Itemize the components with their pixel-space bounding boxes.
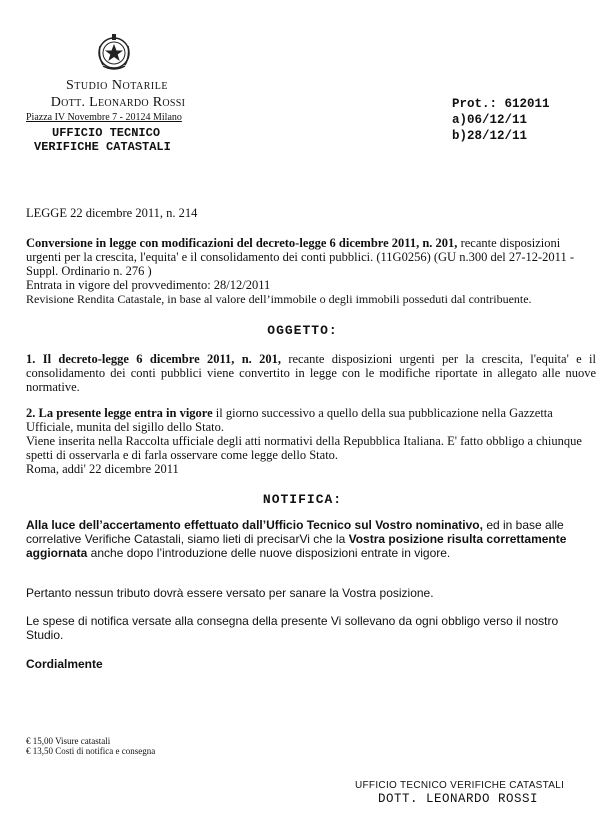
fee-line-1: € 15,00 Visure catastali — [26, 736, 111, 746]
notifica-p1-bold-c: Vostra posizione risulta correttamente aggiornata — [26, 532, 567, 560]
studio-name: Studio Notarile — [66, 78, 168, 93]
notifica-p1-rest-d: anche dopo l’introduzione delle nuove disposizioni entrate in vigore. — [87, 546, 451, 560]
fee-line-2: € 13,50 Costi di notifica e consegna — [26, 746, 156, 756]
notifica-paragraph-1 — [26, 518, 596, 560]
protocol-date-a: a)06/12/11 — [452, 113, 528, 127]
office-line-1: UFFICIO TECNICO — [52, 126, 161, 140]
law-effective: Entrata in vigore del provvedimento: 28/12/2011 — [26, 278, 271, 292]
law-revision: Revisione Rendita Catastale, in base al valore dell’immobile o degli immobili posseduti dal contribuente. — [26, 292, 532, 306]
protocol-block — [452, 96, 550, 144]
oggetto-point-1-rest: recante disposizioni urgenti per la crescita, l'equita' e il consolidamento dei conti pubblici viene convertito in legge con le modifiche riportate in allegato alle nuove normative. — [26, 352, 596, 394]
protocol-number: Prot.: 612011 — [452, 97, 550, 111]
notifica-paragraph-3: Le spese di notifica versate alla consegna della presente Vi sollevano da ogni obbligo verso il nostro Studio. — [26, 614, 559, 642]
notary-name: Dott. Leonardo Rossi — [50, 95, 186, 110]
closing-salutation: Cordialmente — [26, 657, 103, 671]
notifica-paragraph-2: Pertanto nessun tributo dovrà essere versato per sanare la Vostra posizione. — [26, 586, 434, 600]
oggetto-point-2 — [26, 406, 596, 434]
oggetto-heading: OGGETTO: — [267, 323, 338, 338]
law-conversion-rest: recante disposizioni urgenti per la crescita, l'equita' e il consolidamento dei conti pubblici. (11G0256) (GU n.300 del 27-12-2011 - Suppl. Ordinario n. 276 ) — [26, 236, 574, 278]
signature-name: DOTT. LEONARDO ROSSI — [378, 792, 539, 806]
oggetto-point-2-bold: 2. La presente legge entra in vigore — [26, 406, 213, 420]
oggetto-point-1-bold: 1. Il decreto-legge 6 dicembre 2011, n. 201, — [26, 352, 282, 366]
signature-office: UFFICIO TECNICO VERIFICHE CATASTALI — [355, 780, 565, 791]
notifica-p1-bold-a: Alla luce dell’accertamento effettuato dall’Ufficio Tecnico sul Vostro nominativo, — [26, 518, 483, 532]
oggetto-place-date: Roma, addi' 22 dicembre 2011 — [26, 462, 179, 476]
office-line-2: VERIFICHE CATASTALI — [34, 140, 171, 154]
law-title: LEGGE 22 dicembre 2011, n. 214 — [26, 206, 198, 220]
protocol-date-b: b)28/12/11 — [452, 129, 528, 143]
notifica-p1-rest-b: ed in base alle correlative Verifiche Catastali, siamo lieti di precisarVi che la — [26, 518, 564, 546]
oggetto-point-2-rest: il giorno successivo a quello della sua pubblicazione nella Gazzetta Ufficiale, munita del sigillo dello Stato. — [26, 406, 553, 434]
oggetto-point-1 — [26, 352, 596, 394]
studio-address: Piazza IV Novembre 7 - 20124 Milano — [26, 112, 182, 123]
law-conversion-bold: Conversione in legge con modificazioni del decreto-legge 6 dicembre 2011, n. 201, — [26, 236, 458, 250]
italian-republic-emblem-icon — [95, 32, 133, 72]
notifica-heading: NOTIFICA: — [262, 492, 343, 507]
law-conversion — [26, 236, 596, 278]
oggetto-point-3: Viene inserita nella Raccolta ufficiale degli atti normativi della Repubblica Italiana. E' fatto obbligo a chiunque spetti di osservarla e di farla osservare come legge dello Stato. — [26, 434, 582, 462]
